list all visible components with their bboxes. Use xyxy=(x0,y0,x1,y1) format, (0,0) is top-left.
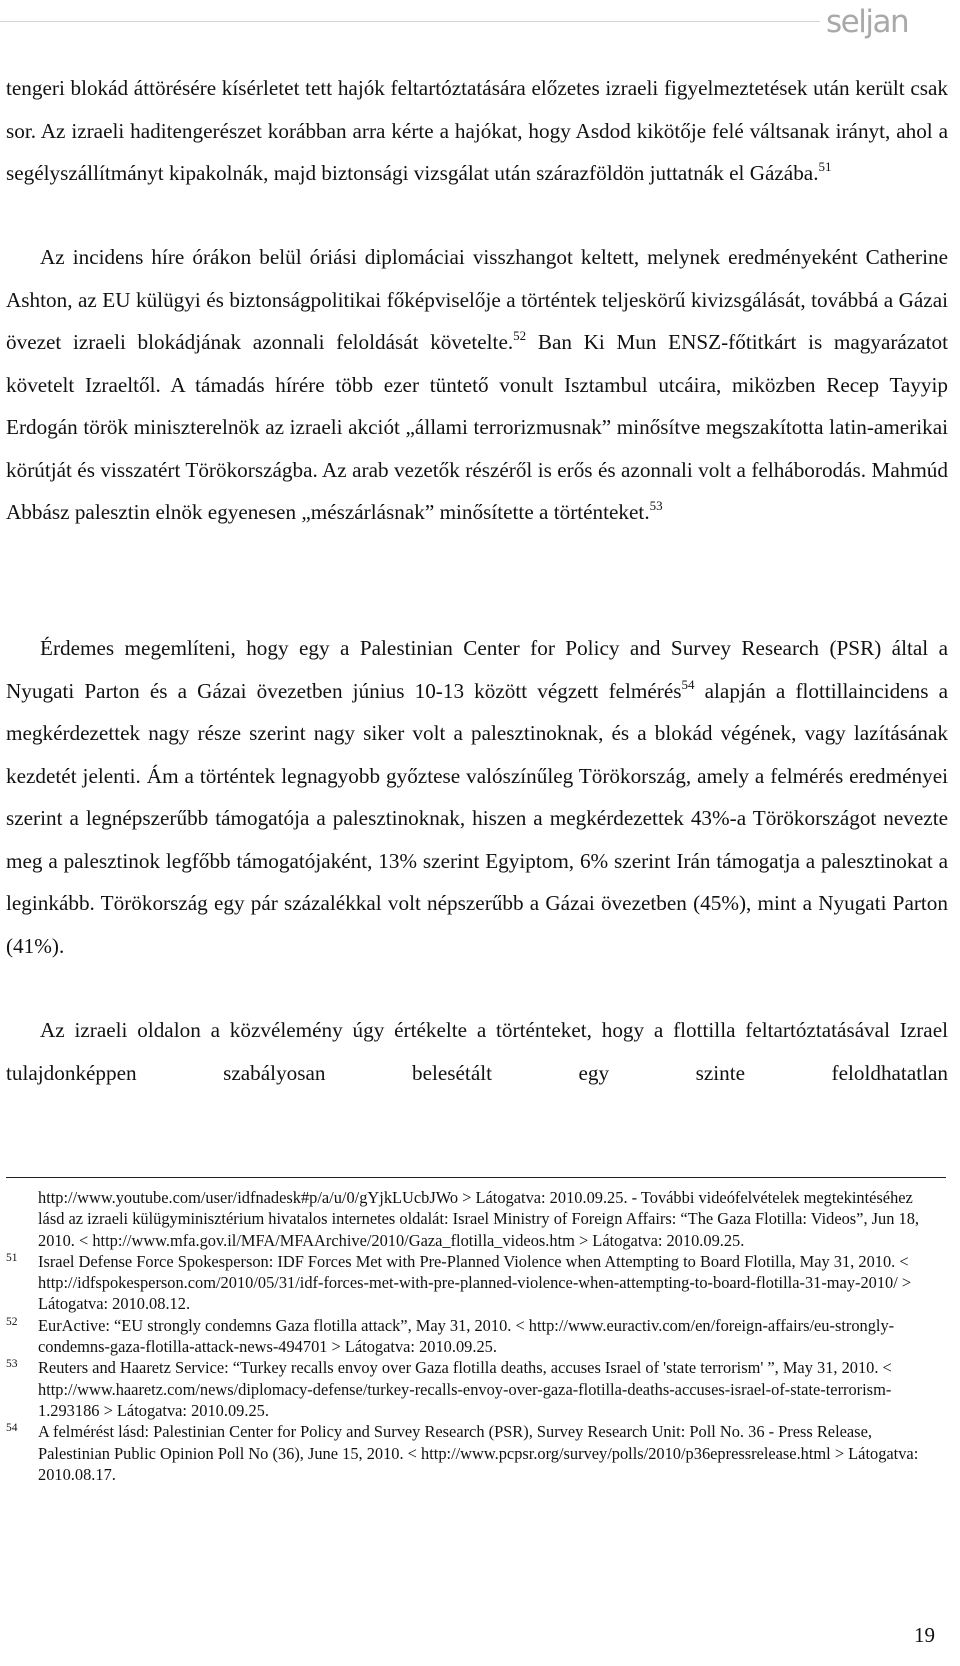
paragraph-2 xyxy=(6,236,948,534)
page-number: 19 xyxy=(914,1623,935,1647)
footnotes xyxy=(6,1187,936,1485)
footnote-text: A felmérést lásd: Palestinian Center for Policy and Survey Research (PSR), Survey Research Unit: Poll No. 36 - Press Release, Palestinian Public Opinion Poll No (36), June 15, 2010. < http://www.pcpsr.org/survey/polls/2010/p36epressrelease.html > Látogatva: 2010.08.17. xyxy=(38,1422,919,1484)
footnote-number: 53 xyxy=(6,1358,18,1371)
paragraph-2-text-a: Az incidens híre órákon belül óriási diplomáciai visszhangot keltett, melynek eredményeként Catherine Ashton, az EU külügyi és biztonságpolitikai főképviselője a történtek teljeskörű kivizsgálását, továbbá a Gázai övezet izraeli blokádjának azonnali feloldását követelte. xyxy=(6,245,948,354)
footnote-52 xyxy=(6,1315,936,1358)
paragraph-4-text: Az izraeli oldalon a közvélemény úgy értékelte a történteket, hogy a flottilla feltartóztatásával Izrael tulajdonképpen szabályosan belesétált egy szinte feloldhatatlan xyxy=(6,1018,948,1085)
footnote-text: http://www.youtube.com/user/idfnadesk#p/a/u/0/gYjkLUcbJWo > Látogatva: 2010.09.25. - További videófelvételek megtekintéséhez lásd az izraeli külügyminisztérium hivatalos internetes oldalát: Israel Ministry of Foreign Affairs: “The Gaza Flotilla: Videos”, Jun 18, 2010. < http://www.mfa.gov.il/MFA/MFAArchive/2010/Gaza_flotilla_videos.htm > Látogatva: 2010.09.25. xyxy=(38,1188,920,1250)
paragraph-3-text-a: Érdemes megemlíteni, hogy egy a Palestinian Center for Policy and Survey Research (PSR) által a Nyugati Parton és a Gázai övezetben június 10-13 között végzett felmérés xyxy=(6,636,948,703)
footnote-separator xyxy=(6,1177,946,1178)
footnote-51 xyxy=(6,1251,936,1315)
footnote-continued xyxy=(6,1187,936,1251)
header-rule xyxy=(0,21,820,22)
footnote-number: 52 xyxy=(6,1315,18,1328)
paragraph-3 xyxy=(6,627,948,967)
footnote-53 xyxy=(6,1357,936,1421)
footnote-ref-51[interactable]: 51 xyxy=(818,159,832,174)
paragraph-1 xyxy=(6,67,948,195)
paragraph-2-text-b: Ban Ki Mun ENSZ-főtitkárt is magyarázatot követelt Izraeltől. A támadás hírére több ezer tüntető vonult Isztambul utcáira, miközben Recep Tayyip Erdogán török miniszterelnök az izraeli akciót „állami terrorizmusnak” minősítve megszakította latin-amerikai körútját és visszatért Törökországba. Az arab vezetők részéről is erős és azonnali volt a felháborodás. Mahmúd Abbász palesztin elnök egyenesen „mészárlásnak” minősítette a történteket. xyxy=(6,330,948,524)
footnote-ref-52[interactable]: 52 xyxy=(513,328,527,343)
footnote-54 xyxy=(6,1421,936,1485)
footnote-number: 51 xyxy=(6,1251,18,1264)
paragraph-1-text: tengeri blokád áttörésére kísérletet tett hajók feltartóztatására előzetes izraeli figyelmeztetések után került csak sor. Az izraeli haditengerészet korábban arra kérte a hajókat, hogy Asdod kikötője felé váltsanak irányt, ahol a segélyszállítmányt kipakolnák, majd biztonsági vizsgálat után szárazföldön juttatnák el Gázába. xyxy=(6,76,948,185)
footnote-text: EurActive: “EU strongly condemns Gaza flotilla attack”, May 31, 2010. < http://www.euractiv.com/en/foreign-affairs/eu-strongly-condemns-gaza-flotilla-attack-news-494701 > Látogatva: 2010.09.25. xyxy=(38,1315,895,1357)
paragraph-4 xyxy=(6,1009,948,1094)
footnote-text: Reuters and Haaretz Service: “Turkey recalls envoy over Gaza flotilla deaths, accuses Israel of 'state terrorism' ”, May 31, 2010. < http://www.haaretz.com/news/diplomacy-defense/turkey-recalls-envoy-over-gaza-flotilla-deaths-accuses-israel-of-state-terrorism-1.293186 > Látogatva: 2010.09.25. xyxy=(38,1358,892,1420)
footnote-ref-53[interactable]: 53 xyxy=(649,498,663,513)
footnote-number: 54 xyxy=(6,1422,18,1435)
footnote-ref-54[interactable]: 54 xyxy=(681,676,695,692)
paragraph-3-text-b: alapján a flottillaincidens a megkérdezettek nagy része szerint nagy siker volt a palesztinoknak, és a blokád végének, vagy lazításának kezdetét jelenti. Ám a történtek legnagyobb győztese valószínűleg Törökország, amely a felmérés eredményei szerint a legnépszerűbb támogatója a palesztinoknak, hiszen a megkérdezettek 43%-a Törökországot nevezte meg a palesztinok legfőbb támogatójaként, 13% szerint Egyiptom, 6% szerint Irán támogatja a palesztinokat a leginkább. Törökország egy pár százalékkal volt népszerűbb a Gázai övezetben (45%), mint a Nyugati Parton (41%). xyxy=(6,678,948,958)
seljan-logo: seljan xyxy=(826,4,909,40)
footnote-text: Israel Defense Force Spokesperson: IDF Forces Met with Pre-Planned Violence when Attempting to Board Flotilla, May 31, 2010. < http://idfspokesperson.com/2010/05/31/idf-forces-met-with-pre-planned-violence-when-attempting-to-board-flotilla-31-may-2010/ > Látogatva: 2010.08.12. xyxy=(38,1251,912,1314)
